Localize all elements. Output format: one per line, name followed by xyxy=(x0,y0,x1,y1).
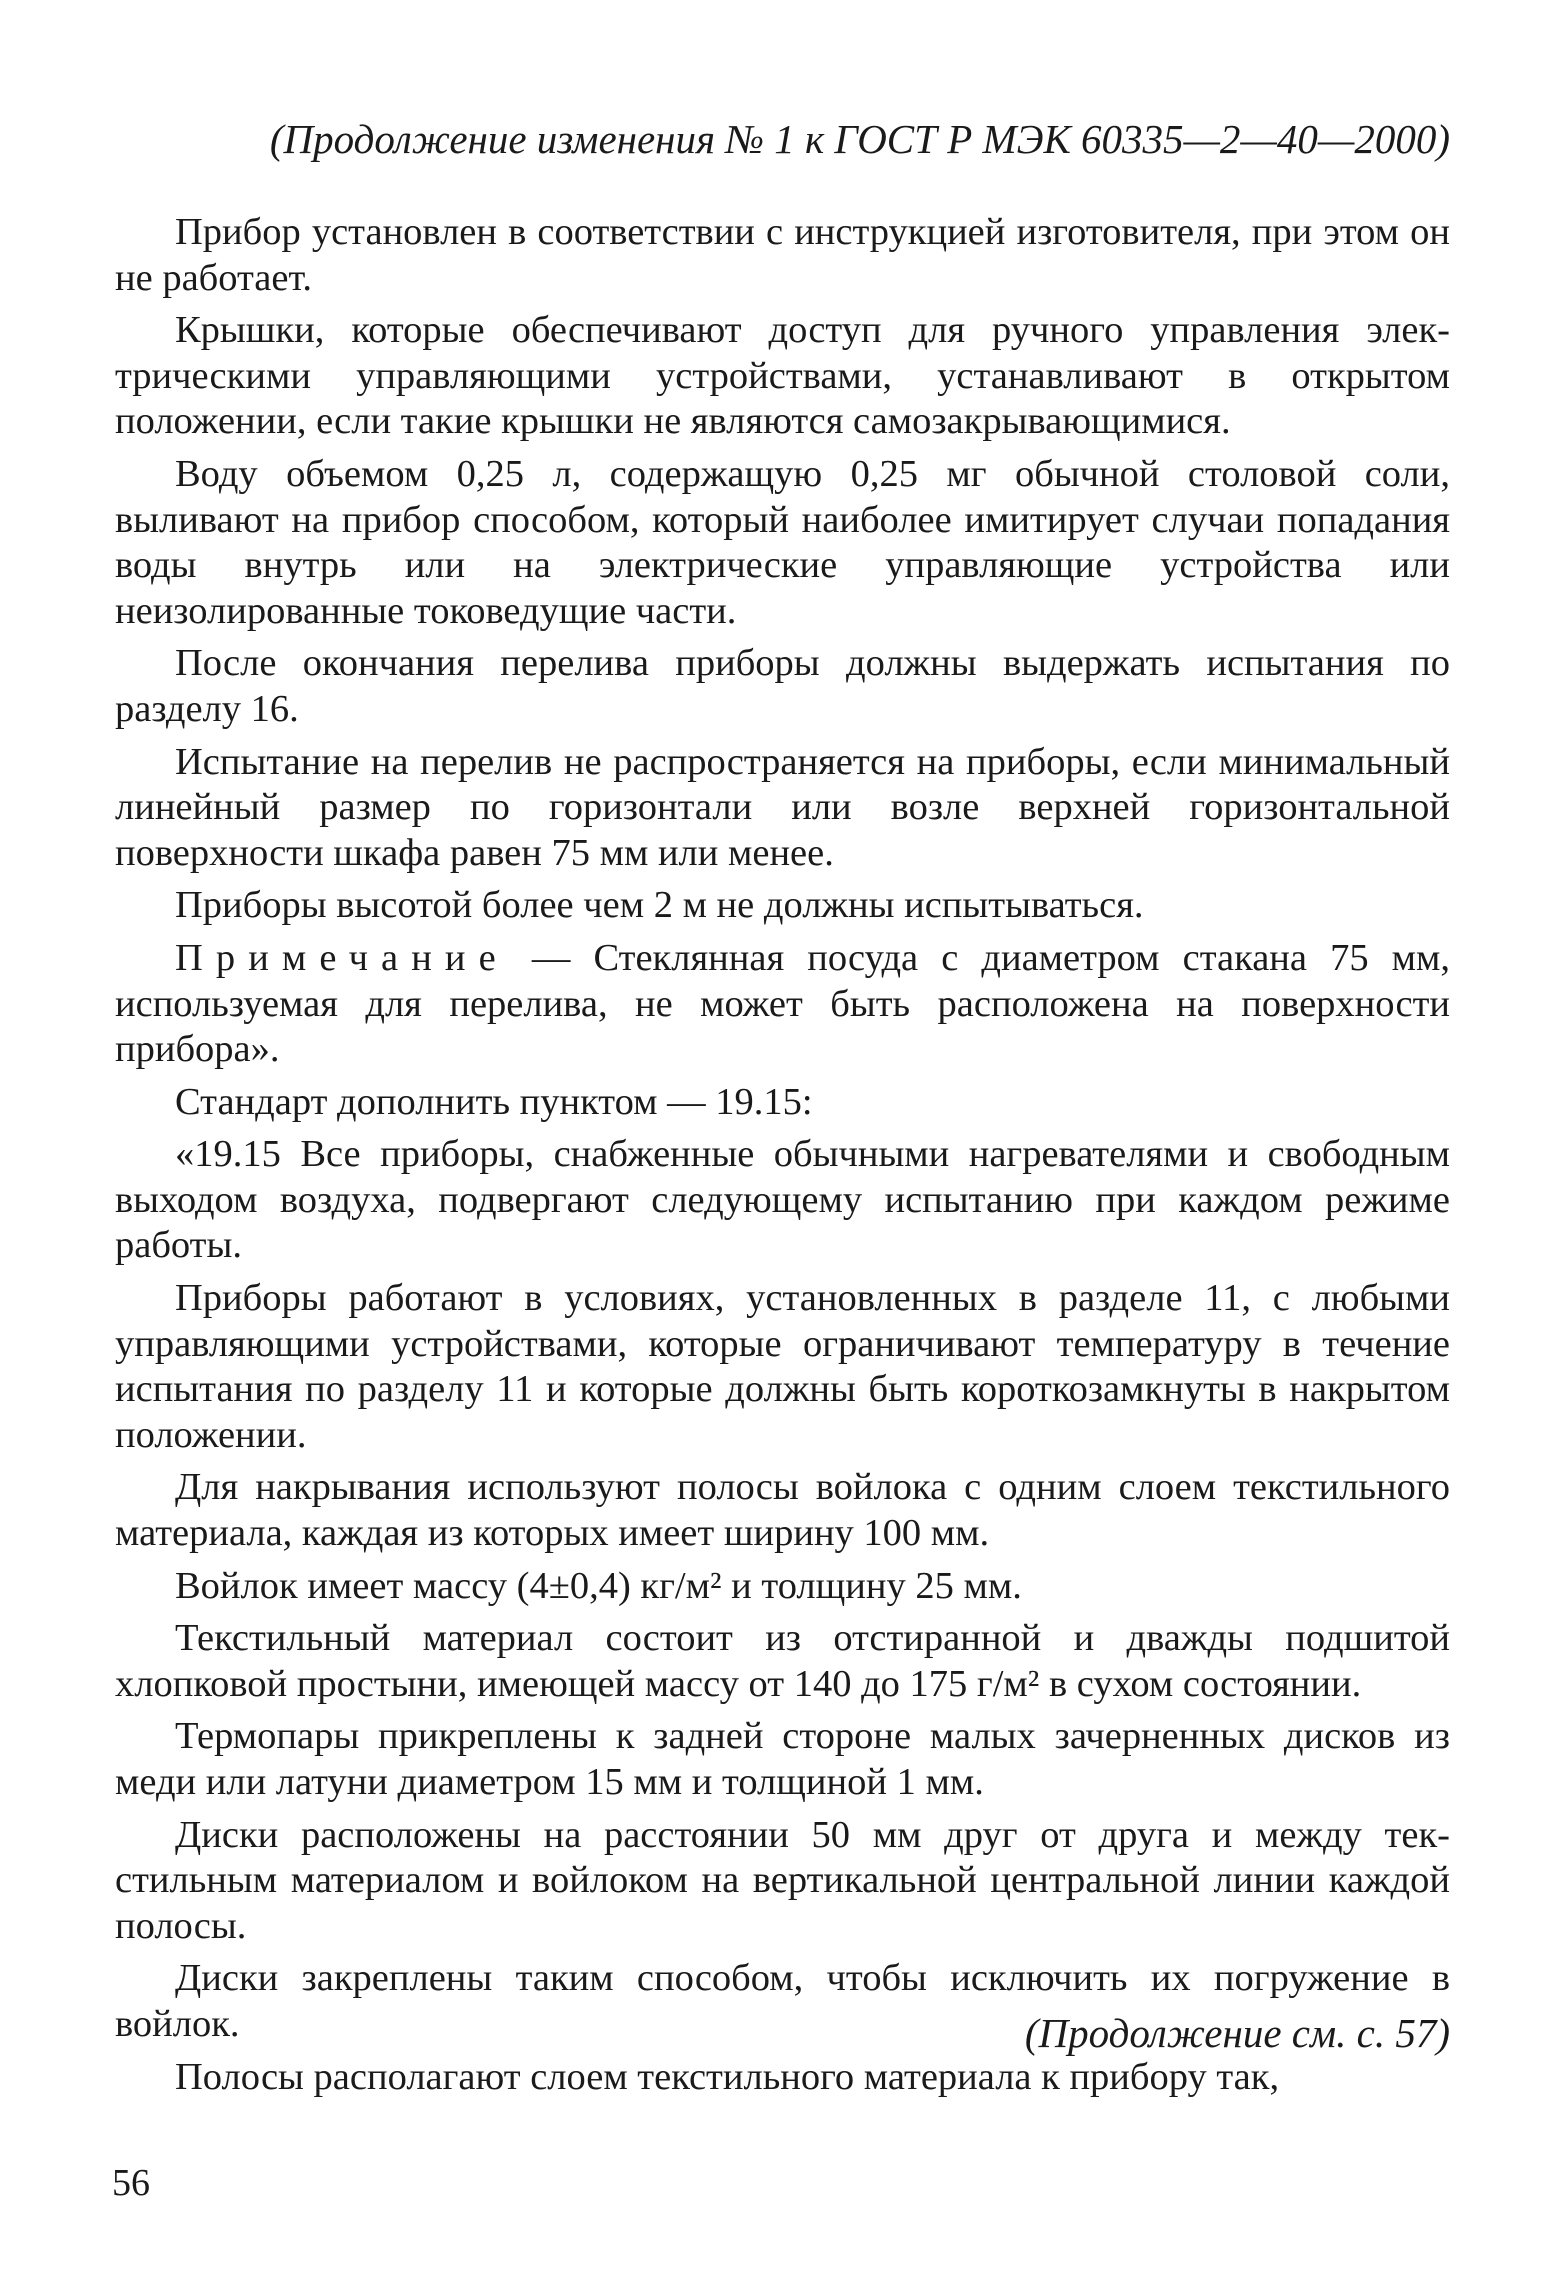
running-header: (Продолжение изменения № 1 к ГОСТ Р МЭК 60335—2—40—2000) xyxy=(269,116,1450,162)
page-number: 56 xyxy=(112,2162,150,2204)
paragraph: Прибор установлен в соответствии с инструкцией изготовителя, при этом он не работает. xyxy=(115,211,1450,299)
paragraph: Диски закреплены таким способом, чтобы исключить их погружение в войлок. xyxy=(115,1957,1450,2045)
note-paragraph xyxy=(115,936,1450,1073)
paragraph: Стандарт дополнить пунктом — 19.15: xyxy=(175,1080,813,1123)
paragraph: Воду объемом 0,25 л, содержащую 0,25 мг обычной столовой соли, выливают на прибор способом, который наиболее имитирует случаи попадания воды внутрь или на электрические управляющие устройства или неизолированные токоведущие части. xyxy=(115,452,1450,632)
paragraph: Термопары прикреплены к задней стороне малых зачерненных дисков из меди или латуни диаметром 15 мм и толщиной 1 мм. xyxy=(115,1715,1450,1803)
paragraph: Полосы располагают слоем текстильного материала к прибору так, xyxy=(175,2055,1280,2098)
note-label: Примечание xyxy=(175,936,509,979)
note-text: — Стеклянная посуда с диаметром стакана 75 мм, используемая для перелива, не может быть расположена на поверхности прибора». xyxy=(115,936,1450,1071)
paragraph: Приборы высотой более чем 2 м не должны испытываться. xyxy=(175,884,1144,927)
paragraph: Диски расположены на расстоянии 50 мм друг от друга и между текстильным материалом и войлоком на вертикальной центральной линии каждой полосы. xyxy=(115,1813,1450,1947)
paragraph: Приборы работают в условиях, установленных в разделе 11, с любыми управляющими устройствами, которые ограничивают температуру в течение испытания по разделу 11 и которые должны быть короткозамкнуты в накрытом положении. xyxy=(115,1277,1450,1456)
paragraph: Для накрывания используют полосы войлока с одним слоем текстильного материала, каждая из которых имеет ширину 100 мм. xyxy=(115,1466,1450,1555)
paragraph: Испытание на перелив не распространяется на приборы, если минимальный линейный размер по горизонтали или возле верхней горизонтальной поверхности шкафа равен 75 мм или менее. xyxy=(115,740,1450,874)
continuation-note: (Продолжение см. с. 57) xyxy=(1024,2010,1450,2056)
paragraph: Крышки, которые обеспечивают доступ для ручного управления электрическими управляющими устройствами, устанавливают в открытом положении, если такие крышки не являются самозакрывающимися. xyxy=(115,309,1450,443)
paragraph: «19.15 Все приборы, снабженные обычными нагревателями и свободным выходом воздуха, подвергают следующему испытанию при каждом режиме работы. xyxy=(115,1133,1450,1267)
paragraph: После окончания перелива приборы должны выдержать испытания по разделу 16. xyxy=(115,642,1450,730)
paragraph: Войлок имеет массу (4±0,4) кг/м² и толщину 25 мм. xyxy=(175,1564,1022,1607)
body-text xyxy=(115,210,1450,2107)
paragraph: Текстильный материал состоит из отстиранной и дважды подшитой хлопковой простыни, имеющей массу от 140 до 175 г/м² в сухом состоянии. xyxy=(115,1617,1450,1705)
